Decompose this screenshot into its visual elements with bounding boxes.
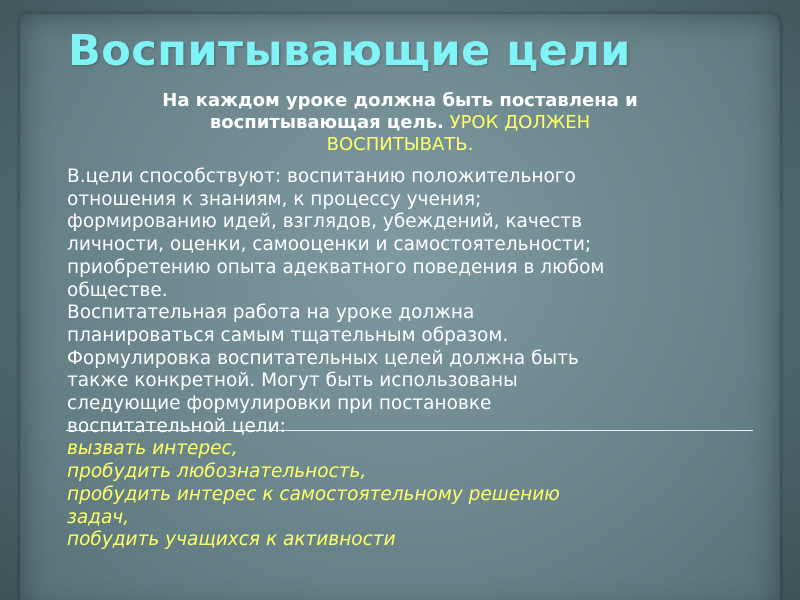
- body-line: отношения к знаниям, к процессу учения;: [67, 188, 482, 210]
- body-line: планироваться самым тщательным образом.: [67, 324, 509, 346]
- body-text: [67, 166, 767, 552]
- intro-text-line1: На каждом уроке должна быть поставлена и: [162, 90, 638, 111]
- goal-item: задач,: [67, 506, 130, 528]
- body-line: Формулировка воспитательных целей должна быть: [67, 347, 579, 369]
- body-line: формированию идей, взглядов, убеждений, качеств: [67, 211, 583, 233]
- body-line: также конкретной. Могут быть использованы: [67, 370, 518, 392]
- body-line: В.цели способствуют: воспитанию положительного: [67, 166, 576, 187]
- slide-title: Воспитывающие цели: [68, 26, 631, 76]
- goal-item: пробудить интерес к самостоятельному решению: [67, 483, 560, 505]
- goal-item: вызвать интерес,: [67, 438, 238, 460]
- body-line: приобретению опыта адекватного поведения в любом: [67, 256, 605, 278]
- body-line: Воспитательная работа на уроке должна: [67, 302, 475, 324]
- goal-item: побудить учащихся к активности: [67, 529, 396, 551]
- body-line: обществе.: [67, 279, 168, 301]
- body-line: личности, оценки, самооценки и самостоятельности;: [67, 234, 592, 256]
- intro-highlight-last: ВОСПИТЫВАТЬ.: [326, 134, 474, 155]
- intro-paragraph: [80, 90, 720, 156]
- goal-item: пробудить любознательность,: [67, 461, 367, 483]
- body-line: воспитательной цели:: [67, 415, 286, 437]
- body-line: следующие формулировки при постановке: [67, 393, 492, 415]
- intro-text-line2: воспитывающая цель.: [209, 112, 444, 133]
- intro-highlight-inline: УРОК ДОЛЖЕН: [449, 112, 591, 133]
